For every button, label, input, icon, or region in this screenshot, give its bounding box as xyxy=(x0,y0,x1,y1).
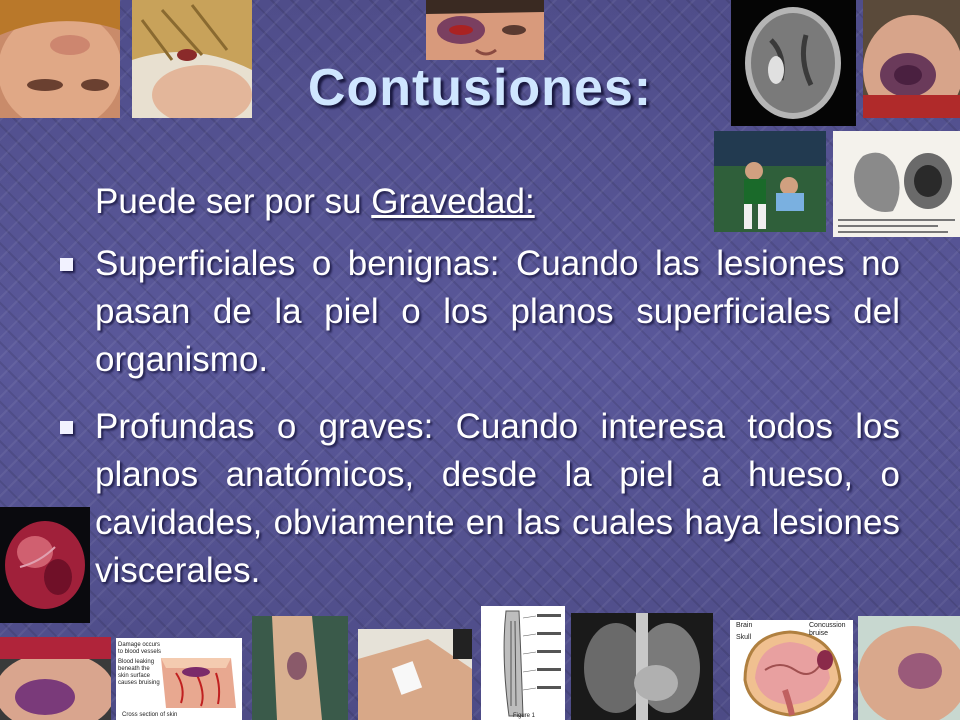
photo-rugby-tackle xyxy=(714,131,826,232)
diagram-brain-concussion xyxy=(730,620,853,720)
concussion-bruise-label: Concussion bruise xyxy=(809,622,846,637)
skull-label: Skull xyxy=(736,634,752,641)
figure-heart-contusion xyxy=(833,131,960,237)
square-bullet-icon xyxy=(60,258,73,271)
photo-hip-bruise xyxy=(0,637,111,720)
bullet-text: Superficiales o benignas: Cuando las lesiones no pasan de la piel o los planos superficiales del organismo. xyxy=(95,244,900,379)
photo-black-eye xyxy=(426,0,544,60)
photo-arm-bruise xyxy=(252,616,348,720)
diagram-muscle-anatomy xyxy=(481,606,565,720)
skin-label-leak: Blood leaking beneath the skin surface causes bruising xyxy=(118,659,160,686)
skin-label-damage: Damage occurs to blood vessels xyxy=(118,642,162,655)
diagram-skin-bruise xyxy=(116,638,242,720)
photo-contused-organ xyxy=(0,507,90,623)
slide-title: Contusiones: xyxy=(307,59,653,117)
photo-bandaged-leg xyxy=(358,629,472,720)
intro-gravedad: Gravedad: xyxy=(371,182,535,221)
skin-label-section: Cross section of skin xyxy=(122,712,178,718)
intro-prefix: Puede ser por su xyxy=(95,182,372,221)
photo-chest-xray xyxy=(571,613,713,720)
square-bullet-icon xyxy=(60,421,73,434)
bullet-text: Profundas o graves: Cuando interesa todos los planos anatómicos, desde la piel a hueso, o cavidades, obviamente en las cuales haya lesiones viscerales. xyxy=(95,407,900,590)
intro-line xyxy=(95,178,535,226)
brain-label: Brain xyxy=(736,622,753,629)
photo-knee-bruise xyxy=(858,616,960,720)
muscle-figure-label: Figure 1 xyxy=(513,713,536,719)
